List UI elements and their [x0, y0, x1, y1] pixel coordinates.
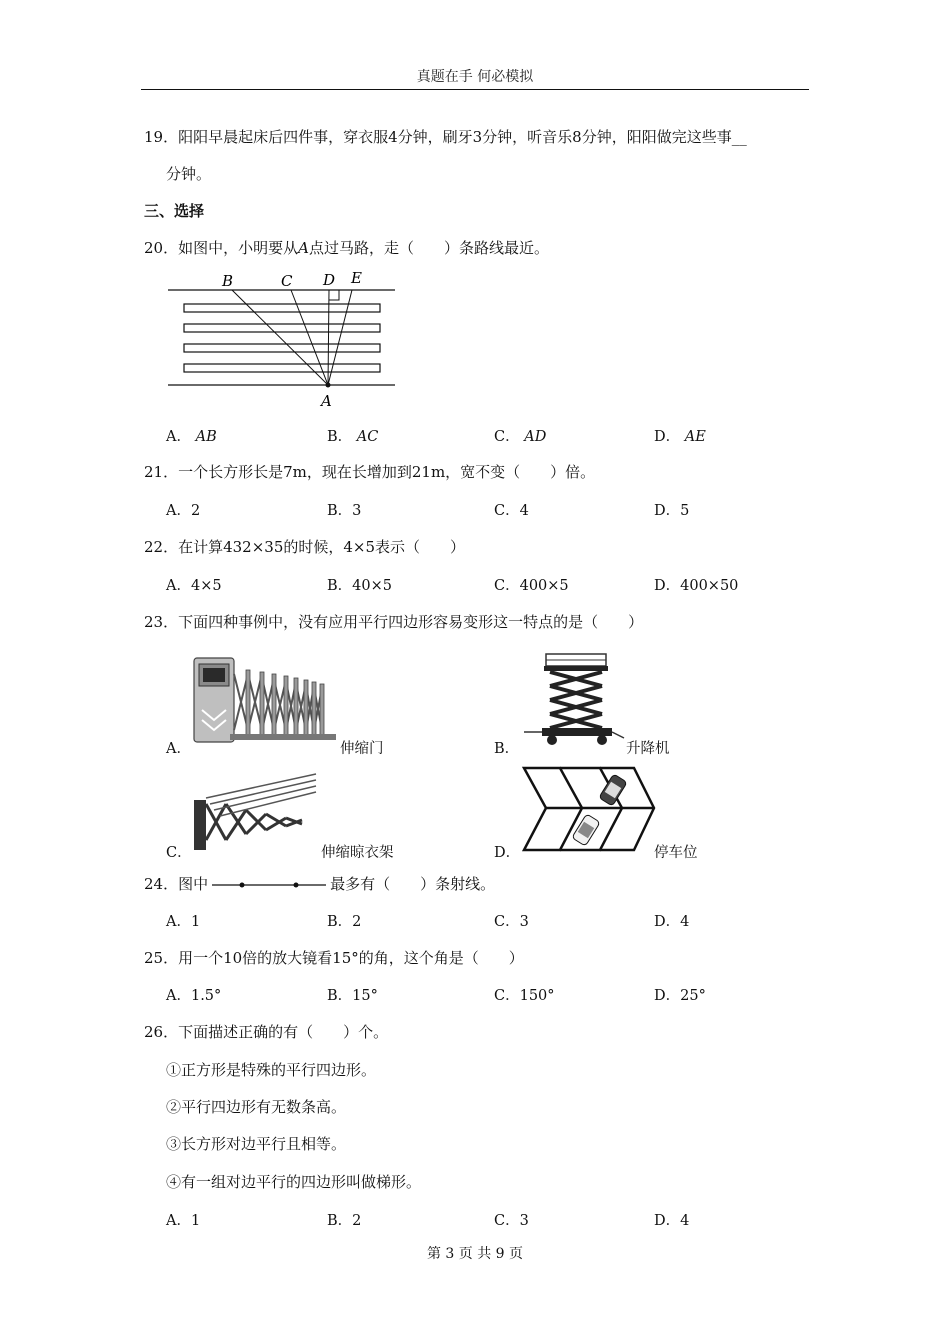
q24-option-a[interactable]: A．1 — [166, 914, 201, 930]
figure-label-E: E — [351, 269, 362, 287]
option-text: AB — [195, 429, 217, 445]
q26-option-c[interactable]: C．3 — [494, 1213, 529, 1229]
section-title-choice: 三、选择 — [144, 202, 205, 220]
figure-label-D: D — [323, 271, 336, 289]
q23-option-b-caption: 升降机 — [626, 741, 670, 757]
figure-label-A: A — [321, 392, 332, 410]
option-text: AC — [356, 429, 379, 445]
question-22: 22．在计算432×35的时候，4×5表示（ ） — [144, 538, 466, 556]
q26-statement-4: ④有一组对边平行的四边形叫做梯形。 — [166, 1173, 422, 1191]
q26-statement-2: ②平行四边形有无数条高。 — [166, 1098, 347, 1116]
option-letter: A． — [166, 429, 191, 445]
q25-option-a[interactable]: A．1.5° — [166, 988, 222, 1004]
q20-option-b[interactable] — [327, 425, 378, 446]
question-26: 26．下面描述正确的有（ ）个。 — [144, 1023, 389, 1041]
page-header: 真题在手 何必模拟 — [416, 69, 534, 85]
q21-option-b[interactable]: B．3 — [327, 503, 362, 519]
q20-option-d[interactable] — [654, 425, 706, 446]
page-footer: 第 3 页 共 9 页 — [426, 1246, 524, 1262]
option-letter: D． — [654, 429, 681, 445]
q21-option-a[interactable]: A．2 — [166, 503, 201, 519]
q26-statement-1: ①正方形是特殊的平行四边形。 — [166, 1061, 377, 1079]
question-20-point: A — [298, 239, 309, 257]
question-19-line2: 分钟。 — [166, 165, 212, 183]
option-letter: B． — [327, 429, 353, 445]
q22-option-c[interactable]: C．400×5 — [494, 578, 569, 594]
q24-option-b[interactable]: B．2 — [327, 914, 362, 930]
q22-option-d[interactable]: D．400×50 — [654, 578, 739, 594]
question-24-pre: 24．图中 — [144, 875, 209, 893]
q26-option-b[interactable]: B．2 — [327, 1213, 362, 1229]
q25-option-c[interactable]: C．150° — [494, 988, 555, 1004]
question-24 — [144, 873, 495, 894]
q24-option-c[interactable]: C．3 — [494, 914, 529, 930]
q24-option-d[interactable]: D．4 — [654, 914, 690, 930]
q23-option-d-caption: 停车位 — [654, 845, 698, 861]
q22-option-a[interactable]: A．4×5 — [166, 578, 222, 594]
q23-option-a-caption: 伸缩门 — [340, 741, 384, 757]
option-text: AE — [684, 429, 706, 445]
scissor-lift-image — [520, 648, 630, 748]
question-20 — [144, 237, 549, 258]
q25-option-b[interactable]: B．15° — [327, 988, 378, 1004]
q26-option-a[interactable]: A．1 — [166, 1213, 201, 1229]
q23-option-c-caption: 伸缩晾衣架 — [321, 845, 394, 861]
q23-option-c-letter[interactable]: C． — [166, 845, 192, 861]
question-25: 25．用一个10倍的放大镜看15°的角，这个角是（ ） — [144, 949, 524, 967]
option-text: AD — [524, 429, 547, 445]
question-20-post: 点过马路，走（ ）条路线最近。 — [308, 239, 549, 257]
question-20-pre: 20．如图中，小明要从 — [144, 239, 299, 257]
folding-clothes-rack-image — [190, 770, 320, 856]
q25-option-d[interactable]: D．25° — [654, 988, 706, 1004]
q21-option-d[interactable]: D．5 — [654, 503, 690, 519]
telescopic-gate-image — [190, 650, 340, 744]
option-letter: C． — [494, 429, 520, 445]
question-24-post: 最多有（ ）条射线。 — [330, 875, 496, 893]
q23-option-a-letter[interactable]: A． — [166, 741, 191, 757]
q23-option-b-letter[interactable]: B． — [494, 741, 520, 757]
q23-option-d-letter[interactable]: D． — [494, 845, 521, 861]
parking-spaces-image — [518, 766, 658, 854]
road-crossing-figure — [160, 266, 400, 412]
figure-label-C: C — [281, 272, 293, 290]
q22-option-b[interactable]: B．40×5 — [327, 578, 392, 594]
ray-line-figure — [210, 880, 328, 890]
question-19-line1: 19．阳阳早晨起床后四件事，穿衣服4分钟，刷牙3分钟，听音乐8分钟，阳阳做完这些事__ — [144, 128, 747, 146]
q21-option-c[interactable]: C．4 — [494, 503, 529, 519]
question-21: 21．一个长方形长是7m，现在长增加到21m，宽不变（ ）倍。 — [144, 463, 596, 481]
q26-option-d[interactable]: D．4 — [654, 1213, 690, 1229]
figure-label-B: B — [222, 272, 234, 290]
q26-statement-3: ③长方形对边平行且相等。 — [166, 1135, 347, 1153]
header-rule — [141, 89, 809, 90]
question-23: 23．下面四种事例中，没有应用平行四边形容易变形这一特点的是（ ） — [144, 613, 644, 631]
q20-option-a[interactable] — [166, 425, 217, 446]
q20-option-c[interactable] — [494, 425, 546, 446]
